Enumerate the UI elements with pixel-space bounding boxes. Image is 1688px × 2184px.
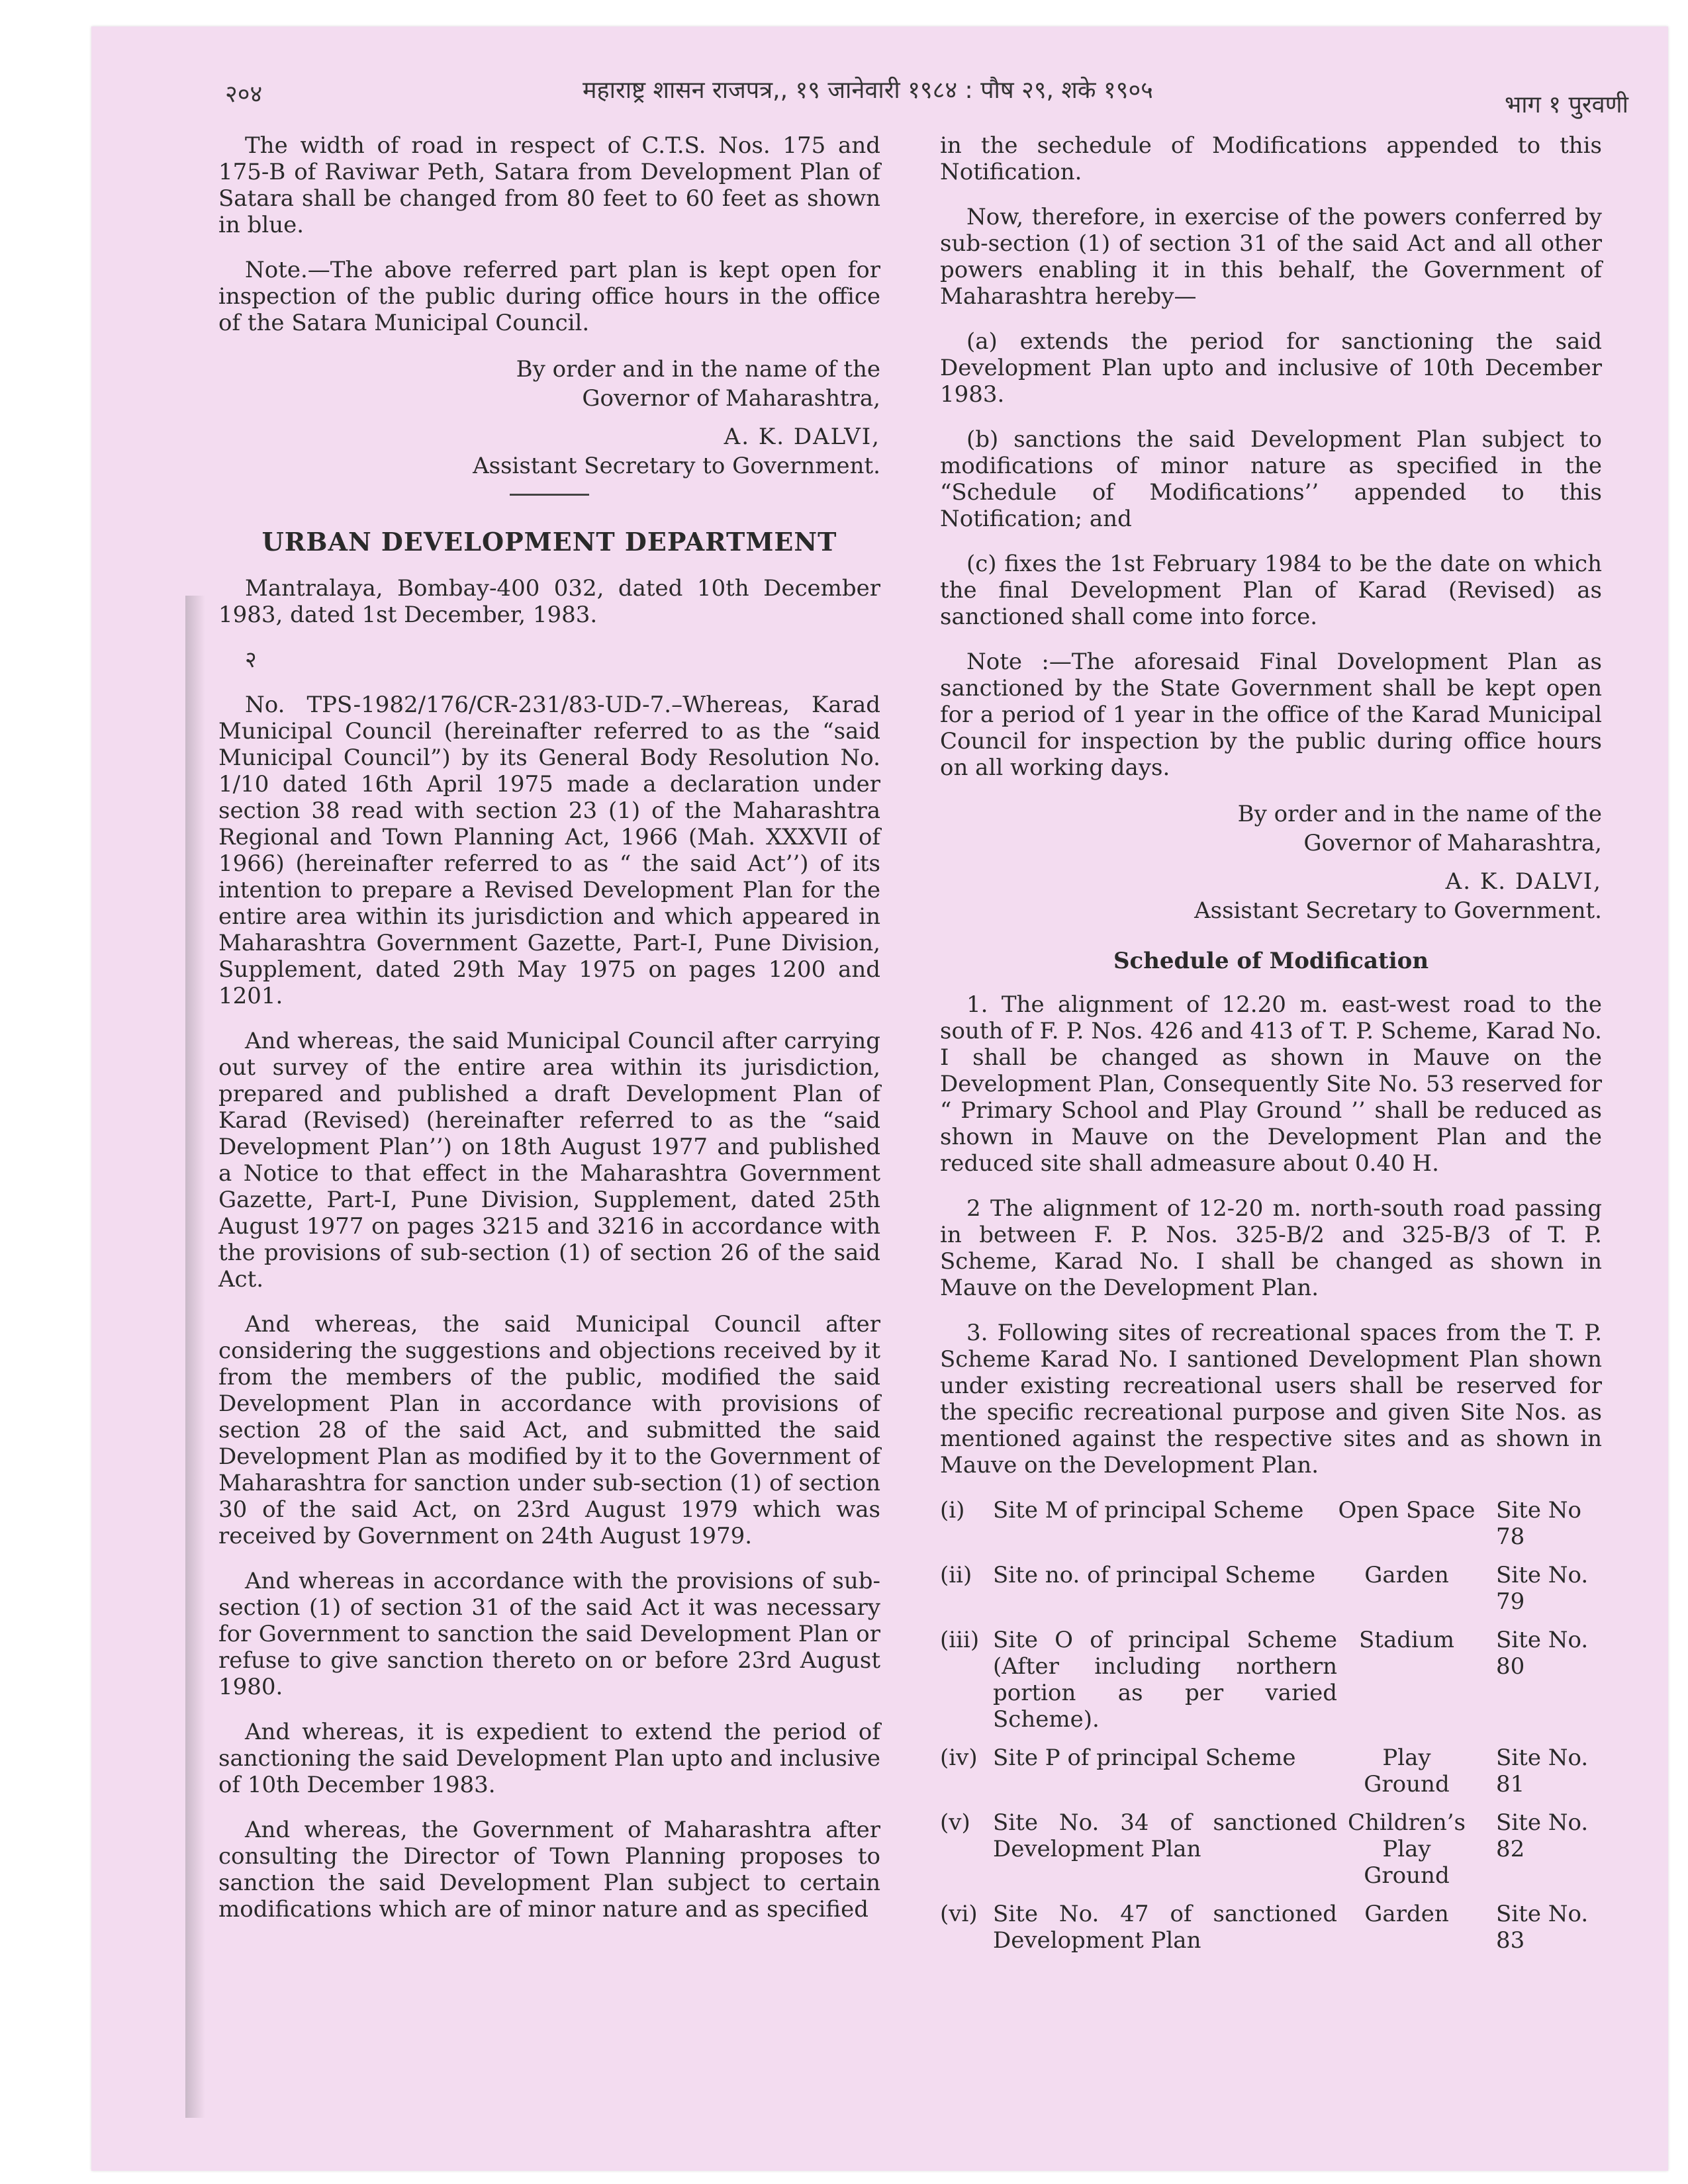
site-number: (i) [940,1497,965,1524]
site-no: Site No 78 [1496,1497,1581,1550]
note-paragraph: Note.—The above referred part plan is kept open for inspection of the public during office hours in the office of the Satara Municipal Council. [218,257,880,336]
table-row [940,1497,1602,1562]
schedule-item: 3. Following sites of recreational spaces from the T. P. Scheme Karad No. I santioned Development Plan shown under existing recreational users shall be reserved for the specific recreational purpose and given Site Nos. as mentioned against the respective sites and as shown in Mauve on the Development Plan. [940,1320,1602,1479]
signature-line: Governor of Maharashtra, [582,385,880,412]
site-number: (v) [940,1809,970,1836]
signatory-title: Assistant Secretary to Government. [1194,897,1602,924]
site-no: Site No. 82 [1496,1809,1589,1862]
schedule-title: Schedule of Modification [1113,948,1429,974]
sites-table [940,1497,1602,1966]
right-column [940,132,1602,1966]
site-use: Play Ground [1364,1745,1450,1797]
signature-line: By order and in the name of the [516,356,880,383]
site-description: Site No. 34 of sanctioned Development Plan [993,1809,1337,1862]
signature-line: Governor of Maharashtra, [1303,830,1602,856]
site-use: Garden [1364,1901,1449,1927]
signatory-title: Assistant Secretary to Government. [473,453,880,479]
site-description: Site O of principal Scheme (After including northern portion as per varied Scheme). [993,1627,1337,1733]
signature-block [218,355,880,480]
site-no: Site No. 83 [1496,1901,1589,1954]
paragraph: No. TPS-1982/176/CR-231/83-UD-7.–Whereas, Karad Municipal Council (hereinafter referred to as the “said Municipal Council”) by its General Body Resolution No. 1/10 dated 16th April 1975 made a declaration under section 38 read with section 23 (1) of the Maharashtra Regional and Town Planning Act, 1966 (Mah. XXXVII of 1966) (hereinafter referred to as “ the said Act’’) of its intention to prepare a Revised Development Plan for the entire area within its jurisdiction and which appeared in Maharashtra Government Gazette, Part-I, Pune Division, Supplement, dated 29th May 1975 on pages 1200 and 1201. [218,692,880,1009]
gazette-part: भाग १ पुरवणी [1504,91,1628,118]
site-number: (vi) [940,1901,978,1927]
site-use: Stadium [1358,1627,1454,1653]
signature-line: By order and in the name of the [1237,801,1602,827]
schedule-item: 2 The alignment of 12-20 m. north-south road passing in between F. P. Nos. 325-B/2 and 325-B/3 of T. P. Scheme, Karad No. I shall be changed as shown in Mauve on the Development Plan. [940,1195,1602,1301]
table-row [940,1809,1602,1901]
page-header [225,61,1628,120]
paragraph: in the sechedule of Modifications appended to this Notification. [940,132,1602,185]
schedule-item: 1. The alignment of 12.20 m. east-west road to the south of F. P. Nos. 426 and 413 of T. P. Scheme, Karad No. I shall be changed as shown in Mauve on the Development Plan, Consequently Site No. 53 reserved for “ Primary School and Play Ground ’’ shall be reduced as shown in Mauve on the Development Plan and the reduced site shall admeasure about 0.40 H. [940,991,1602,1177]
paragraph: And whereas, the Government of Maharashtra after consulting the Director of Town Planning proposes to sanction the said Development Plan subject to certain modifications which are of minor nature and as specified [218,1817,880,1923]
paragraph: And whereas, it is expedient to extend the period of sanctioning the said Development Plan upto and inclusive of 10th December 1983. [218,1719,880,1798]
site-description: Site no. of principal Scheme [993,1562,1316,1588]
table-row [940,1745,1602,1809]
table-row [940,1562,1602,1627]
site-no: Site No. 81 [1496,1745,1589,1797]
divider [510,494,589,496]
table-row [940,1627,1602,1745]
paragraph: And whereas, the said Municipal Council after carrying out survey of the entire area within its jurisdiction, prepared and published a draft Development Plan of Karad (Revised) (hereinafter referred to as the “said Development Plan’’) on 18th August 1977 and published a Notice to that effect in the Maharashtra Government Gazette, Part-I, Pune Division, Supplement, dated 25th August 1977 on pages 3215 and 3216 in accordance with the provisions of sub-section (1) of section 26 of the said Act. [218,1028,880,1293]
site-number: (ii) [940,1562,972,1588]
scan-shadow [185,596,205,2118]
gazette-title: महाराष्ट्र शासन राजपत्र,, १९ जानेवारी १९८४ : पौष २९, शके १९०५ [583,77,1153,104]
site-number: (iv) [940,1745,978,1771]
site-use: Children’s Play Ground [1348,1809,1466,1889]
paragraph: And whereas, the said Municipal Council after considering the suggestions and objections received by it from the members of the public, modified the said Development Plan in accordance with provisions of section 28 of the said Act, and submitted the said Development Plan as modified by it to the Government of Maharashtra for sanction under sub-section (1) of section 30 of the said Act, on 23rd August 1979 which was received by Government on 24th August 1979. [218,1311,880,1549]
dateline: Mantralaya, Bombay-400 032, dated 10th December 1983, dated 1st December, 1983. [218,575,880,628]
department-title: URBAN DEVELOPMENT DEPARTMENT [261,527,837,557]
signatory-name: A. K. DALVI, [724,424,880,450]
table-row [940,1901,1602,1966]
order-marker: २ [245,647,257,673]
note-paragraph: Note :—The aforesaid Final Dovelopment Plan as sanctioned by the State Government shall be kept open for a period of 1 year in the office of the Karad Municipal Council for inspection by the public during office hours on all working days. [940,649,1602,781]
clause-a: (a) extends the period for sanctioning the said Development Plan upto and inclusive of 10th December 1983. [940,328,1602,408]
signatory-name: A. K. DALVI, [1445,868,1602,895]
site-no: Site No. 80 [1496,1627,1589,1680]
left-column [218,132,880,1941]
site-use: Open Space [1338,1497,1476,1524]
signature-block [940,799,1602,925]
clause-c: (c) fixes the 1st February 1984 to be the date on which the final Development Plan of Karad (Revised) as sanctioned shall come into force. [940,551,1602,630]
site-description: Site No. 47 of sanctioned Development Plan [993,1901,1337,1954]
paragraph: And whereas in accordance with the provisions of sub-section (1) of section 31 of the said Act it was necessary for Government to sanction the said Development Plan or refuse to give sanction thereto on or before 23rd August 1980. [218,1568,880,1700]
clause-b: (b) sanctions the said Development Plan subject to modifications of minor nature as specified in the “Schedule of Modifications’’ appended to this Notification; and [940,426,1602,532]
paragraph: The width of road in respect of C.T.S. Nos. 175 and 175-B of Raviwar Peth, Satara from Development Plan of Satara shall be changed from 80 feet to 60 feet as shown in blue. [218,132,880,238]
site-description: Site P of principal Scheme [993,1745,1296,1771]
site-description: Site M of principal Scheme [993,1497,1304,1524]
paragraph: Now, therefore, in exercise of the powers conferred by sub-section (1) of section 31 of the said Act and all other powers enabling it in this behalf, the Government of Maharashtra hereby— [940,204,1602,310]
site-number: (iii) [940,1627,980,1653]
page-number: २०४ [225,81,263,108]
site-use: Garden [1364,1562,1449,1588]
site-no: Site No. 79 [1496,1562,1589,1615]
